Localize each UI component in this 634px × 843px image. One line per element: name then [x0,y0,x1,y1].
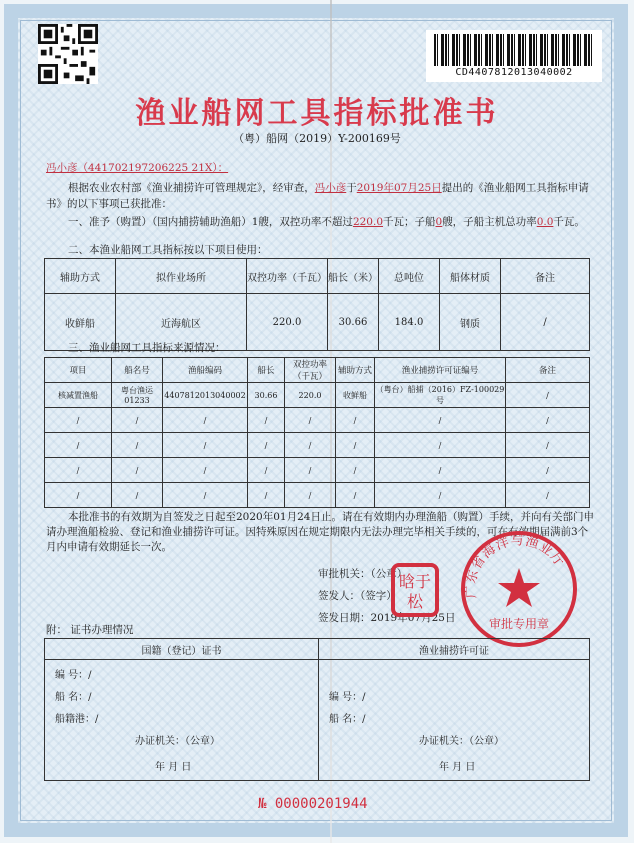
table-cell: 184.0 [379,294,440,351]
table-cell: 核减置渔船 [45,383,112,408]
lic-authority: 办证机关：（公章） [419,736,504,747]
header-cell: 双控功率（千瓦） [247,259,328,294]
table-cell: / [45,433,112,458]
header-cell: 渔业捕捞许可证编号 [375,358,506,383]
header-cell: 备注 [501,259,590,294]
reg-number: 编 号：/ [55,670,92,681]
item1-text-a: 一、准予（购置）（国内捕捞辅助渔船）1艘，双控功率不超过 [68,216,353,228]
table-row [45,660,590,781]
signer-label: 签发人： [318,590,360,602]
table-cell: / [336,483,375,508]
lic-date: 年 月 日 [439,762,476,773]
svg-text:松: 松 [406,592,424,611]
table-cell: 30.66 [328,294,379,351]
table-cell: / [248,483,285,508]
table-cell: / [501,294,590,351]
table-cell: / [285,458,336,483]
table-cell: / [506,433,590,458]
serial-number: № 00000201944 [258,796,368,812]
reg-date: 年 月 日 [155,762,192,773]
header-cell: 备注 [506,358,590,383]
table-cell: / [248,458,285,483]
barcode-number: CD4407812013040002 [455,67,573,78]
header-cell: 船名号 [112,358,163,383]
header-cell: 渔船编码 [163,358,248,383]
lic-shipname: 船 名：/ [329,714,366,725]
table-cell: 近海航区 [116,294,247,351]
table-cell: / [112,408,163,433]
item1-sub: 0 [435,216,443,228]
table-cell: / [285,408,336,433]
item1-subpower: 0.0 [536,216,554,228]
table-cell: / [45,408,112,433]
header-cell: 总吨位 [379,259,440,294]
table-row [45,458,590,483]
lic-number: 编 号：/ [329,692,366,703]
header-cell: 船体材质 [440,259,501,294]
p1-text-b: 于 [346,182,357,194]
registration-cell [45,660,319,781]
official-seal-icon [458,528,580,650]
table-cell: / [248,408,285,433]
personal-seal-icon [390,562,440,618]
source-table [44,357,590,508]
table-cell: （粤台）船捕（2016）FZ-100029号 [375,383,506,408]
table-cell: 钢质 [440,294,501,351]
table-cell: / [163,408,248,433]
appendix-label: 附： 证书办理情况 [46,624,134,636]
table-row [45,408,590,433]
item1-text-d: 千瓦。 [553,216,585,228]
table-cell: / [336,433,375,458]
table-cell: / [506,383,590,408]
table-cell: / [248,433,285,458]
svg-text:晗于: 晗于 [398,572,432,591]
header-cell: 国籍（登记）证书 [45,639,319,660]
usage-table [44,258,590,351]
table-cell: / [506,408,590,433]
signer-value: （签字） [360,590,397,602]
applicant-name-id: 冯小彦（441702197206225 21X）： [46,162,229,174]
authority-label: 审批机关： [318,568,371,580]
item1-text-c: 艘，子船主机总功率 [442,216,537,228]
source-table-header [45,358,590,383]
table-cell: 220.0 [285,383,336,408]
svg-text:审批专用章: 审批专用章 [488,617,550,631]
qr-code-icon [38,24,98,84]
header-cell: 拟作业场所 [116,259,247,294]
signer-line [318,588,397,604]
reg-shipname: 船 名：/ [55,692,92,703]
table-cell: / [375,433,506,458]
header-cell: 船长（米） [328,259,379,294]
svg-text:广东省海洋与渔业厅: 广东省海洋与渔业厅 [463,533,568,599]
table-row [45,483,590,508]
table-cell: / [375,483,506,508]
document-number: （粤）船网（2019）Y-200169号 [233,132,401,145]
license-cell [319,660,590,781]
item-1 [46,214,594,230]
p1-text-a: 根据农业农村部《渔业捕捞许可管理规定》，经审查， [68,182,315,194]
header-cell: 项目 [45,358,112,383]
table-row [45,433,590,458]
header-cell: 渔业捕捞许可证 [319,639,590,660]
header-cell: 辅助方式 [45,259,116,294]
p1-date: 2019年07月25日 [356,182,442,194]
date-label: 签发日期： [318,612,371,624]
table-cell: / [375,408,506,433]
validity-body: 本批准书的有效期为自签发之日起至2020年01月24日止。请在有效期内办理渔船（购置）手续，并向有关部门申请办理渔船检验、登记和渔业捕捞许可证。因特殊原因在规定期限内无法办理完毕相关手续的，可在有效期届满前3个月内申请有效期延长一次。 [46,511,594,553]
table-cell: / [506,483,590,508]
item1-text-b: 千瓦；子船 [383,216,436,228]
table-row [45,383,590,408]
certificate-table [44,638,590,781]
table-cell: 220.0 [247,294,328,351]
table-cell: 收鲜船 [336,383,375,408]
item-2: 二、本渔业船网工具指标按以下项目使用： [68,244,268,256]
paragraph-1 [46,180,594,212]
date-value: 2019年07月25日 [370,612,456,624]
document-title: 渔业船网工具指标批准书 [135,96,499,131]
table-cell: / [112,483,163,508]
table-cell: / [45,483,112,508]
table-cell: 收鲜船 [45,294,116,351]
header-cell: 辅助方式 [336,358,375,383]
table-cell: / [336,458,375,483]
item-3: 三、渔业船网工具指标来源情况： [68,342,226,354]
table-cell: / [163,483,248,508]
barcode-bars [434,34,594,66]
usage-table-header [45,259,590,294]
table-cell: / [285,433,336,458]
item1-power: 220.0 [352,216,383,228]
barcode [426,30,602,82]
p1-text-c: 提出的《渔业船网工具指标申请书》的以下事项已获批准： [46,182,589,210]
table-cell: 粤台渔运01233 [112,383,163,408]
authority-value: （公章） [370,568,408,580]
certificate-table-header [45,639,590,660]
reg-authority: 办证机关：（公章） [135,736,220,747]
header-cell: 双控功率（千瓦） [285,358,336,383]
table-cell: / [336,408,375,433]
table-cell: / [375,458,506,483]
p1-name: 冯小彦 [314,182,347,194]
header-cell: 船长 [248,358,285,383]
table-cell: 30.66 [248,383,285,408]
table-cell: / [163,458,248,483]
table-cell: / [285,483,336,508]
table-cell: / [163,433,248,458]
table-cell: / [112,458,163,483]
table-cell: / [45,458,112,483]
table-cell: 4407812013040002 [163,383,248,408]
table-cell: / [506,458,590,483]
reg-port: 船籍港：/ [55,714,99,725]
table-cell: / [112,433,163,458]
